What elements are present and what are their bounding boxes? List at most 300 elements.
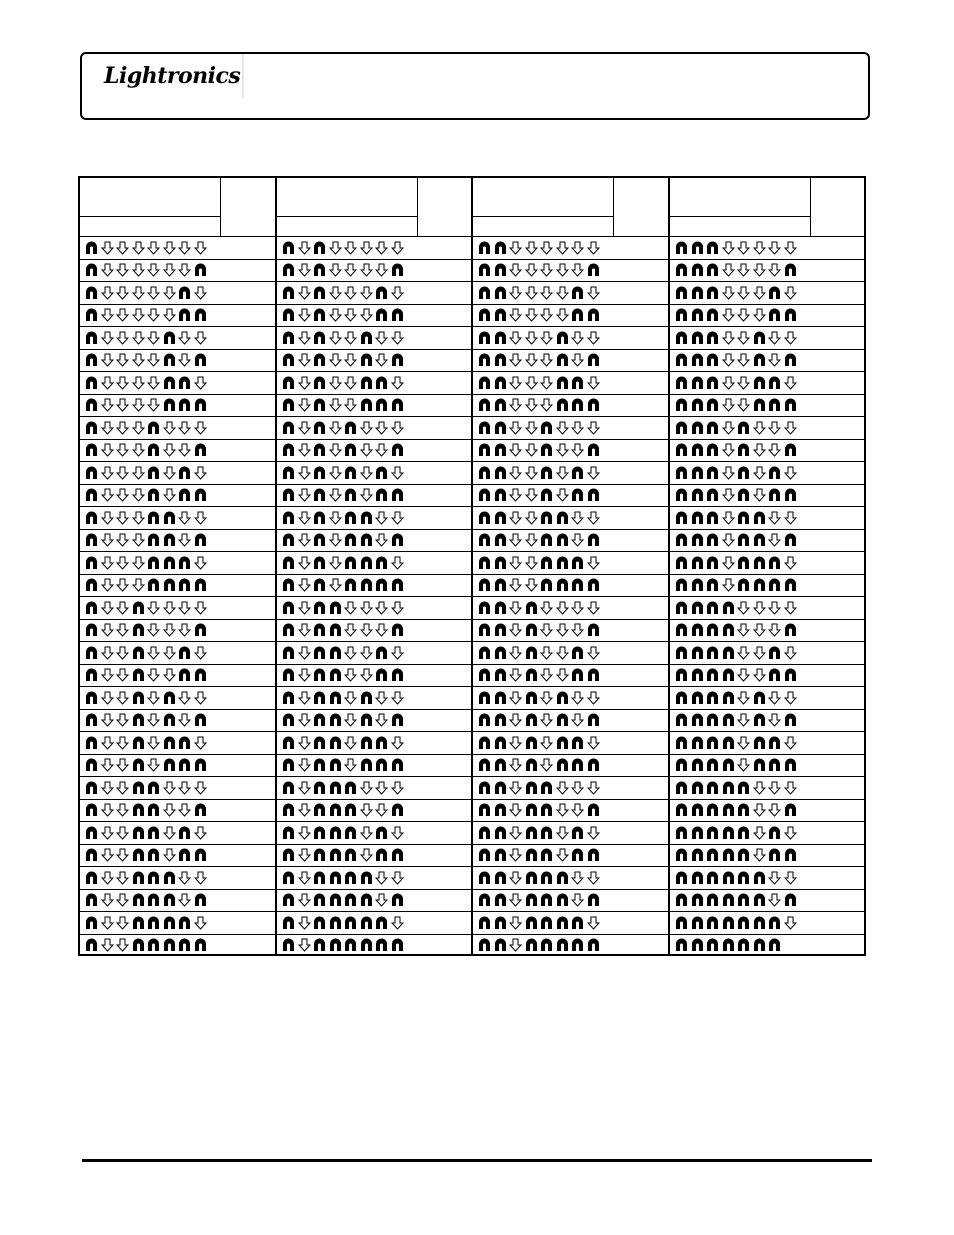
switch-up-icon xyxy=(690,758,706,772)
switch-up-icon xyxy=(312,781,328,795)
switch-down-arrow-icon xyxy=(767,893,783,907)
switch-up-icon xyxy=(736,803,752,817)
switch-down-arrow-icon xyxy=(752,668,768,682)
switch-down-arrow-icon xyxy=(374,601,390,615)
switch-up-icon xyxy=(146,488,162,502)
switch-down-arrow-icon xyxy=(100,263,116,277)
switch-up-icon xyxy=(539,511,555,525)
switch-up-icon xyxy=(539,578,555,592)
switch-up-icon xyxy=(131,713,147,727)
switch-up-icon xyxy=(783,353,799,367)
switch-up-icon xyxy=(555,533,571,547)
switch-down-arrow-icon xyxy=(297,578,313,592)
switch-up-icon xyxy=(131,916,147,930)
switch-up-icon xyxy=(162,511,178,525)
switch-up-icon xyxy=(736,466,752,480)
switch-up-icon xyxy=(312,871,328,885)
switch-up-icon xyxy=(374,308,390,322)
switch-up-icon xyxy=(690,938,706,952)
switch-up-icon xyxy=(359,376,375,390)
switch-down-arrow-icon xyxy=(374,871,390,885)
switch-down-arrow-icon xyxy=(100,488,116,502)
switch-up-icon xyxy=(493,421,509,435)
switch-down-arrow-icon xyxy=(390,646,406,660)
switch-up-icon xyxy=(312,623,328,637)
switch-down-arrow-icon xyxy=(374,533,390,547)
switch-up-icon xyxy=(705,826,721,840)
switch-up-icon xyxy=(783,668,799,682)
switch-up-icon xyxy=(690,668,706,682)
switch-up-icon xyxy=(162,533,178,547)
switch-up-icon xyxy=(281,871,297,885)
switch-down-arrow-icon xyxy=(539,376,555,390)
switch-up-icon xyxy=(281,308,297,322)
switch-up-icon xyxy=(524,736,540,750)
switch-down-arrow-icon xyxy=(115,331,131,345)
switch-up-icon xyxy=(131,826,147,840)
table-row xyxy=(473,304,669,327)
switch-up-icon xyxy=(493,443,509,457)
switch-down-arrow-icon xyxy=(524,331,540,345)
switch-down-arrow-icon xyxy=(297,668,313,682)
switch-up-icon xyxy=(539,443,555,457)
switch-up-icon xyxy=(570,286,586,300)
switch-up-icon xyxy=(539,781,555,795)
switch-down-arrow-icon xyxy=(162,443,178,457)
switch-up-icon xyxy=(705,398,721,412)
switch-up-icon xyxy=(690,893,706,907)
switch-up-icon xyxy=(312,263,328,277)
switch-up-icon xyxy=(84,758,100,772)
switch-down-arrow-icon xyxy=(100,691,116,705)
switch-down-arrow-icon xyxy=(390,556,406,570)
switch-up-icon xyxy=(84,871,100,885)
switch-down-arrow-icon xyxy=(162,421,178,435)
table-row xyxy=(473,416,669,439)
switch-down-arrow-icon xyxy=(555,826,571,840)
switch-up-icon xyxy=(674,466,690,480)
switch-up-icon xyxy=(477,353,493,367)
switch-down-arrow-icon xyxy=(343,713,359,727)
switch-up-icon xyxy=(312,646,328,660)
switch-up-icon xyxy=(690,286,706,300)
switch-down-arrow-icon xyxy=(100,421,116,435)
table-row xyxy=(670,281,866,304)
table-row xyxy=(277,304,473,327)
switch-up-icon xyxy=(477,488,493,502)
switch-up-icon xyxy=(674,893,690,907)
switch-up-icon xyxy=(312,601,328,615)
switch-down-arrow-icon xyxy=(586,286,602,300)
switch-up-icon xyxy=(570,758,586,772)
switch-up-icon xyxy=(146,938,162,952)
switch-up-icon xyxy=(721,803,737,817)
switch-up-icon xyxy=(131,803,147,817)
switch-down-arrow-icon xyxy=(115,803,131,817)
switch-down-arrow-icon xyxy=(555,601,571,615)
switch-down-arrow-icon xyxy=(343,353,359,367)
switch-down-arrow-icon xyxy=(767,263,783,277)
switch-up-icon xyxy=(674,781,690,795)
switch-up-icon xyxy=(131,736,147,750)
switch-down-arrow-icon xyxy=(524,241,540,255)
switch-up-icon xyxy=(177,398,193,412)
switch-down-arrow-icon xyxy=(524,353,540,367)
switch-up-icon xyxy=(493,376,509,390)
table-row xyxy=(670,799,866,822)
switch-up-icon xyxy=(705,668,721,682)
switch-down-arrow-icon xyxy=(297,263,313,277)
switch-down-arrow-icon xyxy=(374,241,390,255)
switch-down-arrow-icon xyxy=(736,691,752,705)
switch-down-arrow-icon xyxy=(162,668,178,682)
switch-up-icon xyxy=(690,353,706,367)
switch-up-icon xyxy=(705,713,721,727)
switch-down-arrow-icon xyxy=(193,646,209,660)
switch-up-icon xyxy=(281,781,297,795)
switch-up-icon xyxy=(312,736,328,750)
switch-up-icon xyxy=(193,443,209,457)
switch-up-icon xyxy=(281,848,297,862)
switch-up-icon xyxy=(193,623,209,637)
table-row xyxy=(473,664,669,687)
switch-up-icon xyxy=(705,466,721,480)
switch-down-arrow-icon xyxy=(783,331,799,345)
switch-up-icon xyxy=(674,916,690,930)
switch-up-icon xyxy=(281,353,297,367)
switch-up-icon xyxy=(328,781,344,795)
switch-up-icon xyxy=(586,443,602,457)
switch-up-icon xyxy=(390,938,406,952)
switch-down-arrow-icon xyxy=(390,826,406,840)
switch-up-icon xyxy=(390,488,406,502)
switch-up-icon xyxy=(674,398,690,412)
table-row xyxy=(473,866,669,889)
table-row xyxy=(277,799,473,822)
table-row xyxy=(80,439,276,462)
switch-up-icon xyxy=(539,421,555,435)
switch-up-icon xyxy=(84,533,100,547)
switch-down-arrow-icon xyxy=(115,376,131,390)
switch-down-arrow-icon xyxy=(570,691,586,705)
switch-up-icon xyxy=(674,533,690,547)
switch-up-icon xyxy=(312,511,328,525)
table-row xyxy=(277,686,473,709)
switch-down-arrow-icon xyxy=(177,623,193,637)
switch-down-arrow-icon xyxy=(508,533,524,547)
switch-up-icon xyxy=(359,353,375,367)
switch-down-arrow-icon xyxy=(767,781,783,795)
switch-down-arrow-icon xyxy=(131,286,147,300)
switch-up-icon xyxy=(131,871,147,885)
switch-down-arrow-icon xyxy=(539,331,555,345)
switch-down-arrow-icon xyxy=(115,421,131,435)
switch-up-icon xyxy=(84,488,100,502)
switch-down-arrow-icon xyxy=(508,601,524,615)
switch-up-icon xyxy=(539,803,555,817)
switch-up-icon xyxy=(477,781,493,795)
switch-up-icon xyxy=(374,398,390,412)
switch-down-arrow-icon xyxy=(508,466,524,480)
switch-up-icon xyxy=(674,848,690,862)
switch-down-arrow-icon xyxy=(328,466,344,480)
switch-down-arrow-icon xyxy=(508,308,524,322)
switch-up-icon xyxy=(84,691,100,705)
switch-down-arrow-icon xyxy=(586,691,602,705)
switch-down-arrow-icon xyxy=(752,286,768,300)
switch-down-arrow-icon xyxy=(115,848,131,862)
switch-up-icon xyxy=(586,758,602,772)
switch-down-arrow-icon xyxy=(328,578,344,592)
switch-up-icon xyxy=(343,466,359,480)
switch-down-arrow-icon xyxy=(297,488,313,502)
switch-up-icon xyxy=(493,578,509,592)
switch-down-arrow-icon xyxy=(100,736,116,750)
switch-up-icon xyxy=(767,938,783,952)
switch-down-arrow-icon xyxy=(115,308,131,322)
switch-up-icon xyxy=(374,376,390,390)
switch-up-icon xyxy=(783,713,799,727)
switch-up-icon xyxy=(736,916,752,930)
switch-up-icon xyxy=(312,668,328,682)
switch-up-icon xyxy=(328,848,344,862)
switch-up-icon xyxy=(752,533,768,547)
switch-up-icon xyxy=(390,803,406,817)
switch-down-arrow-icon xyxy=(100,646,116,660)
switch-down-arrow-icon xyxy=(115,938,131,952)
switch-down-arrow-icon xyxy=(115,781,131,795)
switch-down-arrow-icon xyxy=(146,331,162,345)
switch-up-icon xyxy=(131,646,147,660)
switch-up-icon xyxy=(146,533,162,547)
switch-up-icon xyxy=(539,916,555,930)
switch-down-arrow-icon xyxy=(131,466,147,480)
switch-up-icon xyxy=(84,556,100,570)
switch-up-icon xyxy=(493,848,509,862)
switch-down-arrow-icon xyxy=(736,353,752,367)
switch-down-arrow-icon xyxy=(508,443,524,457)
switch-up-icon xyxy=(281,398,297,412)
switch-up-icon xyxy=(783,848,799,862)
switch-down-arrow-icon xyxy=(115,533,131,547)
switch-up-icon xyxy=(84,601,100,615)
switch-up-icon xyxy=(705,578,721,592)
switch-up-icon xyxy=(493,781,509,795)
table-row xyxy=(670,686,866,709)
switch-down-arrow-icon xyxy=(359,781,375,795)
switch-down-arrow-icon xyxy=(555,443,571,457)
switch-up-icon xyxy=(84,511,100,525)
switch-down-arrow-icon xyxy=(100,511,116,525)
switch-down-arrow-icon xyxy=(508,803,524,817)
switch-up-icon xyxy=(690,601,706,615)
switch-up-icon xyxy=(84,803,100,817)
switch-down-arrow-icon xyxy=(359,286,375,300)
switch-up-icon xyxy=(690,848,706,862)
switch-down-arrow-icon xyxy=(146,758,162,772)
table-row xyxy=(277,889,473,912)
switch-down-arrow-icon xyxy=(146,286,162,300)
switch-down-arrow-icon xyxy=(162,601,178,615)
switch-up-icon xyxy=(674,578,690,592)
table-row xyxy=(80,866,276,889)
switch-down-arrow-icon xyxy=(374,421,390,435)
switch-up-icon xyxy=(162,916,178,930)
switch-down-arrow-icon xyxy=(539,758,555,772)
switch-down-arrow-icon xyxy=(570,263,586,277)
switch-down-arrow-icon xyxy=(297,511,313,525)
switch-up-icon xyxy=(84,331,100,345)
switch-up-icon xyxy=(374,826,390,840)
switch-down-arrow-icon xyxy=(767,331,783,345)
switch-down-arrow-icon xyxy=(328,308,344,322)
switch-up-icon xyxy=(721,938,737,952)
switch-up-icon xyxy=(752,758,768,772)
table-row xyxy=(80,911,276,934)
switch-up-icon xyxy=(84,826,100,840)
switch-up-icon xyxy=(193,938,209,952)
table-row xyxy=(80,529,276,552)
table-row xyxy=(277,866,473,889)
switch-down-arrow-icon xyxy=(359,826,375,840)
switch-down-arrow-icon xyxy=(297,556,313,570)
table-row xyxy=(80,574,276,597)
table-row xyxy=(670,911,866,934)
switch-down-arrow-icon xyxy=(162,803,178,817)
switch-up-icon xyxy=(690,398,706,412)
switch-up-icon xyxy=(539,556,555,570)
switch-down-arrow-icon xyxy=(131,556,147,570)
switch-down-arrow-icon xyxy=(115,263,131,277)
switch-up-icon xyxy=(783,578,799,592)
switch-up-icon xyxy=(586,353,602,367)
header-underline xyxy=(670,216,810,217)
switch-down-arrow-icon xyxy=(115,691,131,705)
switch-up-icon xyxy=(493,511,509,525)
switch-down-arrow-icon xyxy=(570,601,586,615)
switch-down-arrow-icon xyxy=(721,421,737,435)
table-row xyxy=(80,394,276,417)
switch-down-arrow-icon xyxy=(752,488,768,502)
switch-down-arrow-icon xyxy=(539,691,555,705)
switch-down-arrow-icon xyxy=(146,398,162,412)
switch-up-icon xyxy=(343,578,359,592)
switch-down-arrow-icon xyxy=(524,511,540,525)
switch-up-icon xyxy=(477,286,493,300)
switch-up-icon xyxy=(328,736,344,750)
switch-down-arrow-icon xyxy=(508,623,524,637)
table-row xyxy=(80,461,276,484)
switch-down-arrow-icon xyxy=(100,623,116,637)
switch-down-arrow-icon xyxy=(193,871,209,885)
switch-up-icon xyxy=(162,713,178,727)
table-row xyxy=(670,484,866,507)
table-row xyxy=(473,484,669,507)
switch-down-arrow-icon xyxy=(100,578,116,592)
switch-up-icon xyxy=(721,916,737,930)
switch-up-icon xyxy=(752,893,768,907)
switch-down-arrow-icon xyxy=(146,308,162,322)
switch-down-arrow-icon xyxy=(343,241,359,255)
switch-up-icon xyxy=(674,803,690,817)
switch-down-arrow-icon xyxy=(508,871,524,885)
switch-up-icon xyxy=(493,758,509,772)
switch-up-icon xyxy=(690,241,706,255)
page-header xyxy=(80,52,870,120)
switch-down-arrow-icon xyxy=(508,511,524,525)
switch-down-arrow-icon xyxy=(767,533,783,547)
switch-down-arrow-icon xyxy=(374,353,390,367)
table-row xyxy=(670,574,866,597)
table-row xyxy=(277,236,473,259)
switch-down-arrow-icon xyxy=(767,871,783,885)
switch-up-icon xyxy=(767,488,783,502)
switch-up-icon xyxy=(690,916,706,930)
switch-up-icon xyxy=(177,848,193,862)
switch-down-arrow-icon xyxy=(100,241,116,255)
switch-up-icon xyxy=(493,646,509,660)
switch-up-icon xyxy=(721,781,737,795)
table-row xyxy=(80,416,276,439)
switch-up-icon xyxy=(162,556,178,570)
switch-up-icon xyxy=(193,578,209,592)
switch-down-arrow-icon xyxy=(539,668,555,682)
switch-up-icon xyxy=(736,848,752,862)
switch-up-icon xyxy=(783,263,799,277)
table-row xyxy=(80,596,276,619)
switch-down-arrow-icon xyxy=(100,466,116,480)
switch-down-arrow-icon xyxy=(374,691,390,705)
switch-down-arrow-icon xyxy=(524,308,540,322)
switch-up-icon xyxy=(131,848,147,862)
switch-up-icon xyxy=(131,691,147,705)
switch-down-arrow-icon xyxy=(374,893,390,907)
switch-up-icon xyxy=(767,826,783,840)
table-row xyxy=(670,776,866,799)
switch-up-icon xyxy=(390,533,406,547)
switch-down-arrow-icon xyxy=(539,736,555,750)
switch-up-icon xyxy=(359,556,375,570)
table-row xyxy=(277,326,473,349)
switch-down-arrow-icon xyxy=(343,331,359,345)
switch-down-arrow-icon xyxy=(374,623,390,637)
switch-down-arrow-icon xyxy=(100,376,116,390)
switch-up-icon xyxy=(586,803,602,817)
switch-up-icon xyxy=(146,511,162,525)
switch-up-icon xyxy=(690,533,706,547)
switch-down-arrow-icon xyxy=(297,758,313,772)
switch-up-icon xyxy=(390,578,406,592)
switch-down-arrow-icon xyxy=(359,263,375,277)
table-row xyxy=(277,551,473,574)
switch-up-icon xyxy=(493,488,509,502)
switch-up-icon xyxy=(570,646,586,660)
switch-up-icon xyxy=(705,488,721,502)
switch-down-arrow-icon xyxy=(297,376,313,390)
switch-up-icon xyxy=(312,376,328,390)
switch-up-icon xyxy=(477,511,493,525)
switch-up-icon xyxy=(752,556,768,570)
switch-down-arrow-icon xyxy=(570,443,586,457)
switch-down-arrow-icon xyxy=(115,353,131,367)
switch-up-icon xyxy=(705,623,721,637)
switch-up-icon xyxy=(493,601,509,615)
table-row xyxy=(473,844,669,867)
switch-down-arrow-icon xyxy=(374,781,390,795)
switch-up-icon xyxy=(177,488,193,502)
switch-up-icon xyxy=(705,511,721,525)
switch-down-arrow-icon xyxy=(555,781,571,795)
